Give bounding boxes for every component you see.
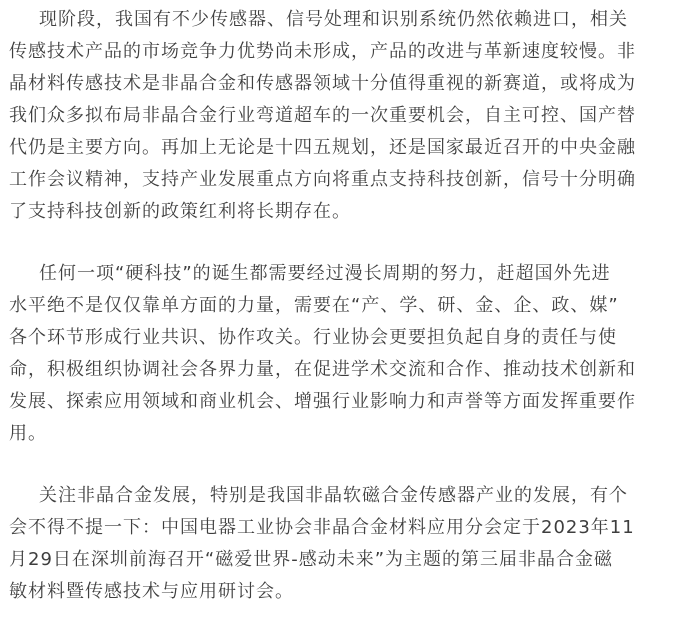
paragraph-line: 命，积极组织协调社会各界力量，在促进学术交流和合作、推动技术创新和 [9,359,636,380]
paragraph-3 [9,480,677,608]
paragraph-line: 关注非晶合金发展，特别是我国非晶软磁合金传感器产业的发展，有个 [39,485,628,506]
paragraph-line: 发展、探索应用领域和商业机会、增强行业影响力和声誉等方面发挥重要作 [9,391,636,412]
paragraph-line: 现阶段，我国有不少传感器、信号处理和识别系统仍然依赖进口，相关 [39,9,628,30]
paragraph-line: 各个环节形成行业共识、协作攻关。行业协会更要担负起自身的责任与使 [9,327,617,348]
paragraph-line: 了支持科技创新的政策红利将长期存在。 [9,201,351,222]
paragraph-line: 晶材料传感技术是非晶合金和传感器领域十分值得重视的新赛道，或将成为 [9,73,636,94]
paragraph-line: 会不得不提一下：中国电器工业协会非晶合金材料应用分会定于2023年11 [9,517,635,538]
paragraph-2 [9,258,677,450]
paragraph-line: 用。 [9,423,47,444]
paragraph-line: 敏材料暨传感技术与应用研讨会。 [9,581,294,602]
paragraph-line: 代仍是主要方向。再加上无论是十四五规划，还是国家最近召开的中央金融 [9,137,636,158]
paragraph-line: 工作会议精神，支持产业发展重点方向将重点支持科技创新，信号十分明确 [9,169,636,190]
paragraph-line: 我们众多拟布局非晶合金行业弯道超车的一次重要机会，自主可控、国产替 [9,105,636,126]
paragraph-line: 月29日在深圳前海召开“磁爱世界-感动未来”为主题的第三届非晶合金磁 [9,549,614,570]
paragraph-line: 传感技术产品的市场竞争力优势尚未形成，产品的改进与革新速度较慢。非 [9,41,636,62]
paragraph-1 [9,4,677,228]
paragraph-line: 任何一项“硬科技”的诞生都需要经过漫长周期的努力，赶超国外先进 [39,263,611,284]
paragraph-line: 水平绝不是仅仅靠单方面的力量，需要在“产、学、研、金、企、政、媒” [9,295,619,316]
